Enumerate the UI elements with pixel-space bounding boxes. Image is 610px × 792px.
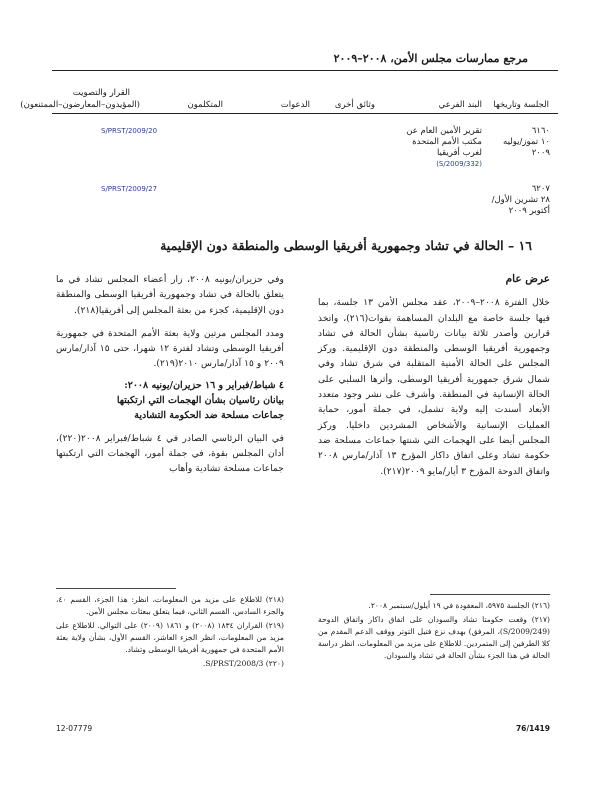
table-row-2-meeting: ٦٢٠٧ ٢٨ تشرين الأول/ أكتوبر ٢٠٠٩ <box>491 184 550 216</box>
paragraph-statement: في البيان الرئاسي الصادر في ٤ شباط/فبراير ٢٠٠٨(٢٢٠)، أدان المجلس بقوة، في جملة أمور، الهجمات التي ارتكبتها جماعات مسلحة تشادية وأهاب <box>56 432 284 475</box>
footnote-220: (٢٢٠) S/PRST/2008/3. <box>202 659 284 668</box>
col-header-decision-2: (المؤيدون–المعارضون–الممتنعون) <box>20 100 140 110</box>
header-rule <box>52 70 558 71</box>
footnote-219: (٢١٩) القراران ١٨٣٤ (٢٠٠٨) و ١٨٦١ (٢٠٠٩) على التوالي. للاطلاع على مزيد من المعلومات، انظر الجزء العاشر، القسم الأول، بشأن ولاية بعثة الأمم المتحدة في جمهورية أفريقيا الوسطى وتشاد. <box>56 621 284 654</box>
footnote-rule-left <box>56 588 176 589</box>
paragraph-mandate: ومدد المجلس مرتين ولاية بعثة الأمم المتحدة في جمهورية أفريقيا الوسطى وتشاد لفترة ١٢ شهرا، حتى ١٥ آذار/مارس ٢٠٠٩ و ١٥ آذار/مارس ٢٠١٠(٢١٩). <box>56 327 284 370</box>
section-title: ١٦ – الحالة في تشاد وجمهورية أفريقيا الوسطى والمنطقة دون الإقليمية <box>160 238 532 253</box>
footnote-rule-right <box>430 594 550 595</box>
col-header-decision-1: القرار والتصويت <box>72 88 130 98</box>
subheading-line-2: بيانان رئاسيان بشأن الهجمات التي ارتكبتها <box>116 394 284 406</box>
subheading-line-1: ٤ شباط/فبراير و ١٦ حزيران/يونيه ٢٠٠٨: <box>124 379 284 391</box>
footnote-216: (٢١٦) الجلسة ٥٩٧٥، المعقودة في ١٩ أيلول/سبتمبر ٢٠٠٨. <box>368 601 550 610</box>
left-column <box>56 272 284 477</box>
overview-paragraph: خلال الفترة ٢٠٠٨–٢٠٠٩، عقد مجلس الأمن ١٣ جلسة، بما فيها جلسة خاصة مع البلدان المساهمة بقوات(٢١٦)، واتخذ قرارين وأصدر ثلاثة بيانات رئاسية بشأن الحالة في تشاد وجمهورية أفريقيا الوسطى والمنطقة دون الإقليمية. وركز المجلس على الحالة الأمنية المتقلبة في شرق تشاد وفي شمال شرق جمهورية أفريقيا الوسطى، وأثرها السلبي على الحالة الإنسانية في المنطقة. وأشرف على نشر وجود متعدد الأبعاد أسندت إليه ولاية تشمل، في جملة أمور، حماية العمليات الإنسانية والأشخاص المشردين داخليا. وركز المجلس أيضا على الهجمات التي شنتها جماعات مسلحة ضد حكومة تشاد وعلى اتفاق داكار المؤرخ ١٣ آذار/مارس ٢٠٠٨ واتفاق الدوحة المؤرخ ٣ أيار/مايو ٢٠٠٩(٢١٧). <box>318 297 550 477</box>
col-header-invitations: الدعوات <box>280 100 310 110</box>
footnote-217: (٢١٧) وقعت حكومتا تشاد والسودان على اتفاق داكار واتفاق الدوحة (S/2009/249)، المرفق) بهدف نزع فتيل التوتر ووقف الدعم المقدم من كلا الطرفين إلى المتمردين. للاطلاع على مزيد من المعلومات، انظر دراسة الحالة في هذا الجزء بشأن الحالة في تشاد والسودان. <box>318 615 550 660</box>
footnotes-left <box>56 594 284 672</box>
table-row-1-decision[interactable]: S/PRST/2009/20 <box>101 127 158 135</box>
col-header-meeting: الجلسة وتاريخها <box>493 100 549 110</box>
page-number: 76/1419 <box>515 724 550 733</box>
table-row-2-decision[interactable]: S/PRST/2009/27 <box>101 185 158 193</box>
running-title: مرجع ممارسات مجلس الأمن، ٢٠٠٨–٢٠٠٩ <box>333 52 528 65</box>
footnotes-right <box>318 600 550 664</box>
table-row-1-meeting: ٦١٦٠ ١٠ تموز/يوليه ٢٠٠٩ <box>503 126 550 158</box>
col-header-subitem: البند الفرعي <box>438 100 482 110</box>
col-header-speakers: المتكلمون <box>187 100 223 110</box>
table-row-1-subitem: تقرير الأمين العام عن مكتب الأمم المتحدة لغرب أفريقيا (S/2009/332) <box>406 126 482 168</box>
right-column <box>318 272 550 479</box>
footnote-218: (٢١٨) للاطلاع على مزيد من المعلومات، انظر: هذا الجزء، القسم ٤٠، والجزء السادس، القسم الثاني، فيما يتعلق ببعثات مجلس الأمن. <box>56 595 284 616</box>
subheading-line-3: جماعات مسلحة ضد الحكومة التشادية <box>134 409 284 421</box>
table-header-rule <box>52 113 558 114</box>
col-header-other-docs: وثائق أخرى <box>334 100 375 110</box>
overview-heading: عرض عام <box>505 273 550 285</box>
document-code: 12-07779 <box>56 724 93 733</box>
paragraph-visit: وفي حزيران/يونيه ٢٠٠٨، زار أعضاء المجلس تشاد في ما يتعلق بالحالة في تشاد وجمهورية أفريقيا الوسطى والمنطقة دون الإقليمية، كجزء من بعثة المجلس إلى أفريقيا(٢١٨). <box>56 274 284 316</box>
